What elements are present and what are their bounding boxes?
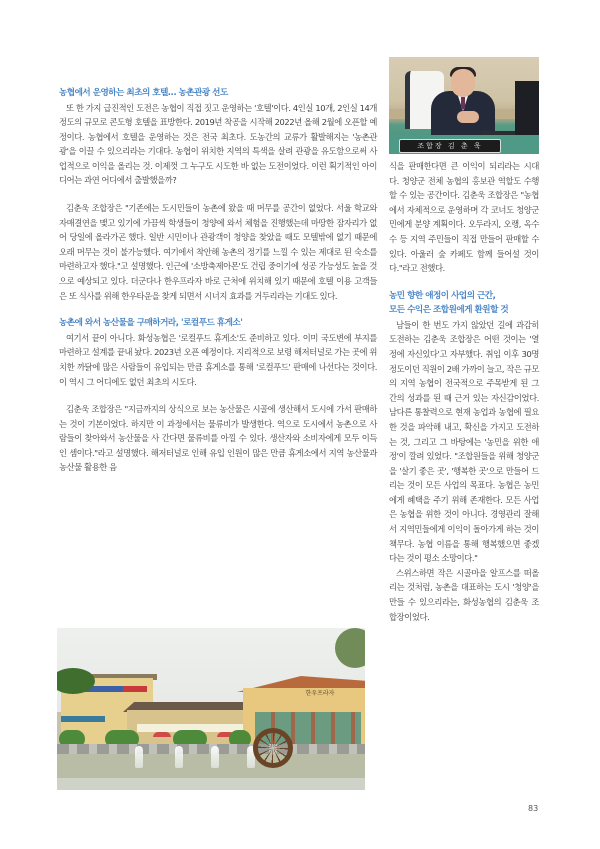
paragraph: 김춘욱 조합장은 "기존에는 도시민들이 농촌에 왔을 때 머무를 공간이 없었다. 서울 학교와 자매결연을 맺고 있기에 가끔씩 학생들이 청양에 와서 체험을 진행했는데 마땅한 잠자리가 없어 당일에 올라가곤 했다. 일반 시민이나 관광객이 청양을 찾았을 때도 모텔밖에 없기 때문에 오래 머무는 것이 불가능했다. 여기에서 착안해 농촌의 정기를 느낄 수 있는 제대로 된 숙소를 마련하고자 했다."고 설명했다. 인근에 '소방축제아몬'도 건립 중이기에 성공 가능성도 높을 것으로 예상되고 있다. 더군다나 한우프라자 바로 근처에 위치해 있기 때문에 호텔 이용 고객들은 또 식사를 위해 한우타운을 찾게 되면서 시너지 효과를 거두리라는 기대도 있다. — [59, 203, 377, 301]
paragraph: 식을 판매한다면 큰 이익이 되리라는 시대다. 청양군 전체 농협의 홍보관 역할도 수행할 수 있는 공간이다. 김춘욱 조합장은 "농협에서 자체적으로 운영하며 각 코너도 청양군민에게 분양 계획이다. 오두라지, 오랭, 옥수수 등 지역 주민들이 직접 만들어 판매할 수 있다. 아울러 숲 카페도 함께 들어설 것이다."라고 전했다. — [389, 161, 539, 274]
page-number: 83 — [528, 804, 539, 813]
paragraph: 또 한 가지 급진적인 도전은 농협이 직접 짓고 운영하는 '호텔'이다. 4인실 10개, 2인실 14개 정도의 규모로 콘도형 호텔을 표방한다. 2019년 착공을 시작해 2022년 올해 2월에 오픈할 예정이다. 농협에서 호텔을 운영하는 것은 전국 최초다. 도농간의 교류가 활발해지는 '농촌관광'을 이끌 수 있으리라는 기대다. 농협이 위치한 지역의 특색을 살려 관광을 유도함으로써 사업적으로 이익을 올리는 것. 이제껏 그 누구도 시도한 바 없는 도전이었다. 이런 획기적인 아이디어는 과연 어디에서 출발했을까? — [59, 102, 377, 186]
building-sign: 한우프라자 — [305, 690, 335, 697]
paragraph: 남들이 한 번도 가지 않았던 길에 과감히 도전하는 김춘욱 조합장은 어떤 것이는 '열정에 자신있다'고 자부했다. 취임 이후 30명 정도이던 직원이 2배 가까이 늘고, 작은 규모의 지역 농협이 전국적으로 주목받게 된 그 간의 성과를 된 때 근거 있는 자신감이었다. 남다른 통찰력으로 현재 농업과 농협에 필요한 것을 파악해 내고, 확신을 가지고 도전하는 것, 그리고 그 바탕에는 '농민을 위한 애정'이 깔려 있었다. "조합원들을 위해 청양군을 '살기 좋은 곳', '행복한 곳'으로 만들어 드리는 것이 모든 사업의 목표다. 농협은 농민에게 혜택을 주기 위해 존재한다. 모든 사업은 농협을 위한 것이 아니다. 경영관리 잘해서 지역민들에게 이익이 돌아가게 하는 것이 책무다. 농협 이름을 통해 행복했으면 좋겠다는 것이 평소 소망이다." — [389, 319, 539, 564]
paragraph: 김춘욱 조합장은 "지금까지의 상식으로 보는 농산물은 시골에 생산해서 도시에 가서 판매하는 것이 기본이었다. 하지만 이 과정에서는 물류비가 발생한다. 역으로 도시에서 농촌으로 사람들이 찾아와서 농산물을 사 간다면 물류비를 아낄 수 있다. 생산자와 소비자에게 모두 이득인 셈이다."라고 설명했다. 해저터널로 인해 유입 인원이 많은 만큼 휴게소에서 지역 농산물과 농산물 활용한 음 — [59, 404, 377, 473]
section-heading-farmers-line2: 모든 수익은 조합원에게 환원할 것 — [389, 305, 509, 316]
right-column — [389, 57, 539, 624]
nameplate: 조합장 김 춘 욱 — [399, 139, 501, 153]
water-wheel — [253, 728, 293, 768]
rest-area-building-photo — [57, 628, 365, 790]
section-heading-hotel: 농협에서 운영하는 최초의 호텔… 농촌관광 선도 — [59, 88, 228, 98]
chairman-portrait-photo — [389, 57, 539, 154]
section-heading-rest-area: 농촌에 와서 농산물을 구매하거라, '로컬푸드 휴게소' — [59, 318, 243, 329]
section-heading-farmers: 농민 향한 애정이 사업의 근간, — [389, 290, 496, 301]
paragraph: 스위스하면 작은 시골마을 알프스를 떠올리는 것처럼, 농촌을 대표하는 도시 '청양'을 만들 수 있으리라는, 화성농협의 김춘욱 조합장이었다. — [389, 567, 539, 622]
left-column — [59, 86, 377, 475]
paragraph: 여기서 끝이 아니다. 화성농협은 '로컬푸드 휴게소'도 준비하고 있다. 이미 국도변에 부지를 마련하고 설계를 끝내 놨다. 2023년 오픈 예정이다. 지리적으로 보령 해저터널로 가는 곳에 위치한 까닭에 많은 사람들이 유입되는 만큼 휴게소를 통해 '로컬푸드' 판매에 나선다는 것이다. 이 역시 그 어디에도 없던 최초의 시도다. — [59, 332, 377, 387]
